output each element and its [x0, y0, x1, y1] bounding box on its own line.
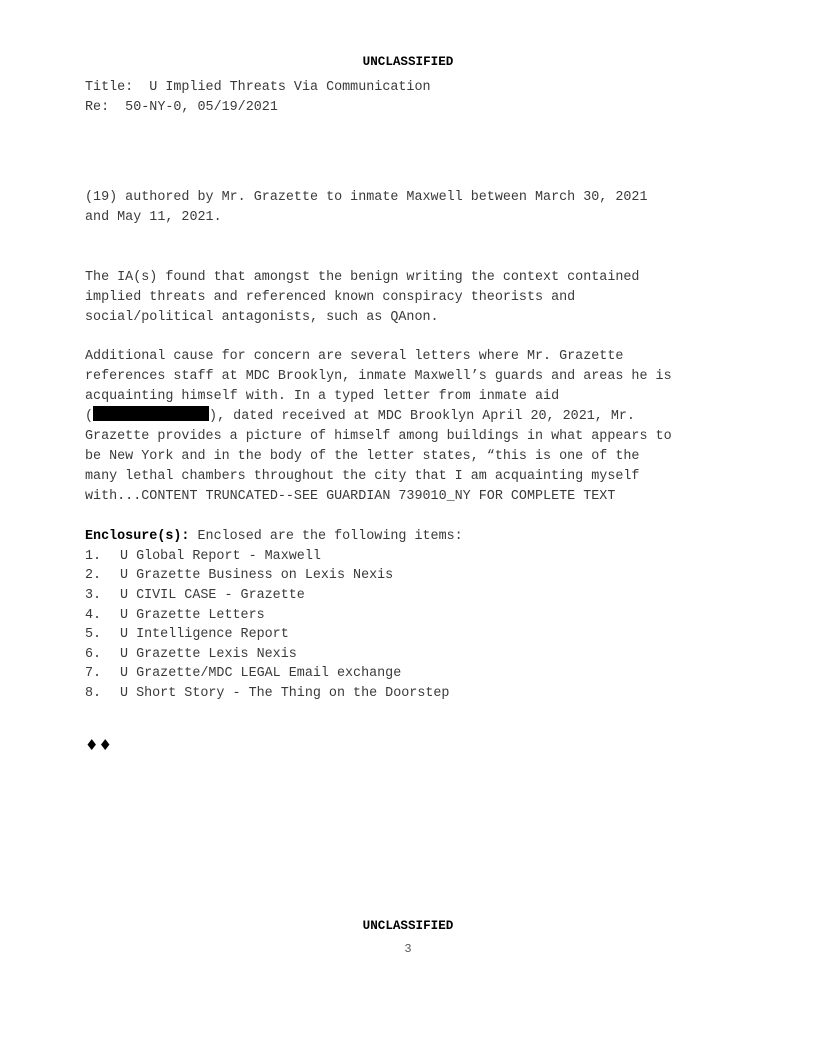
list-item [85, 606, 463, 626]
list-item [85, 664, 463, 684]
text-line: The IA(s) found that amongst the benign writing the context contained [85, 270, 640, 285]
end-mark: ♦♦ [85, 736, 112, 754]
paragraph-letters-authored [85, 188, 648, 228]
enclosures-section [85, 527, 463, 704]
text-line: social/political antagonists, such as QAnon. [85, 309, 439, 325]
text-line: Additional cause for concern are several letters where Mr. Grazette [85, 349, 624, 364]
paragraph-ia-findings [85, 268, 639, 327]
item-number: 7. [85, 666, 102, 682]
text-line: many lethal chambers throughout the city that I am acquainting myself [85, 468, 640, 484]
text-line-with-redaction [85, 406, 672, 427]
text-line: with...CONTENT TRUNCATED--SEE GUARDIAN 739010_NY FOR COMPLETE TEXT [85, 488, 616, 504]
enclosures-list [85, 547, 463, 704]
item-text: U Short Story - The Thing on the Doorstep [120, 685, 450, 701]
text-line: and May 11, 2021. [85, 209, 222, 225]
paragraph-additional-concern [85, 347, 672, 506]
list-item [85, 586, 463, 606]
text-line: (19) authored by Mr. Grazette to inmate Maxwell between March 30, 2021 [85, 190, 648, 205]
item-number: 5. [85, 627, 102, 643]
text-line: implied threats and referenced known conspiracy theorists and [85, 289, 576, 305]
list-item [85, 547, 463, 567]
document-reference: Re: 50-NY-0, 05/19/2021 [85, 100, 278, 115]
item-text: U Global Report - Maxwell [120, 548, 321, 564]
classification-footer: UNCLASSIFIED [362, 919, 454, 933]
enclosures-heading [85, 527, 463, 547]
list-item [85, 566, 463, 586]
item-number: 6. [85, 646, 102, 662]
classification-header: UNCLASSIFIED [362, 55, 454, 69]
list-item [85, 645, 463, 665]
item-number: 3. [85, 587, 102, 603]
open-paren: ( [85, 409, 94, 425]
text-line: acquainting himself with. In a typed letter from inmate aid [85, 388, 560, 404]
page-number: 3 [404, 942, 412, 956]
item-number: 4. [85, 607, 102, 623]
enclosures-label: Enclosure(s): [85, 529, 190, 544]
item-number: 8. [85, 685, 102, 701]
list-item [85, 625, 463, 645]
item-text: U Grazette/MDC LEGAL Email exchange [120, 666, 402, 682]
text-line: be New York and in the body of the letter states, “this is one of the [85, 448, 640, 464]
line-remainder: ), dated received at MDC Brooklyn April 20, 2021, Mr. [209, 409, 635, 425]
item-text: U CIVIL CASE - Grazette [120, 587, 305, 603]
item-number: 2. [85, 568, 102, 584]
item-text: U Grazette Lexis Nexis [120, 646, 297, 662]
item-text: U Grazette Letters [120, 607, 265, 623]
list-item [85, 684, 463, 704]
text-line: Grazette provides a picture of himself among buildings in what appears to [85, 429, 672, 445]
enclosures-intro: Enclosed are the following items: [189, 529, 463, 544]
item-text: U Grazette Business on Lexis Nexis [120, 568, 394, 584]
item-number: 1. [85, 548, 102, 564]
item-text: U Intelligence Report [120, 627, 289, 643]
document-title: Title: U Implied Threats Via Communication [85, 80, 431, 95]
text-line: references staff at MDC Brooklyn, inmate Maxwell’s guards and areas he is [85, 368, 672, 384]
redaction-box [93, 406, 209, 421]
